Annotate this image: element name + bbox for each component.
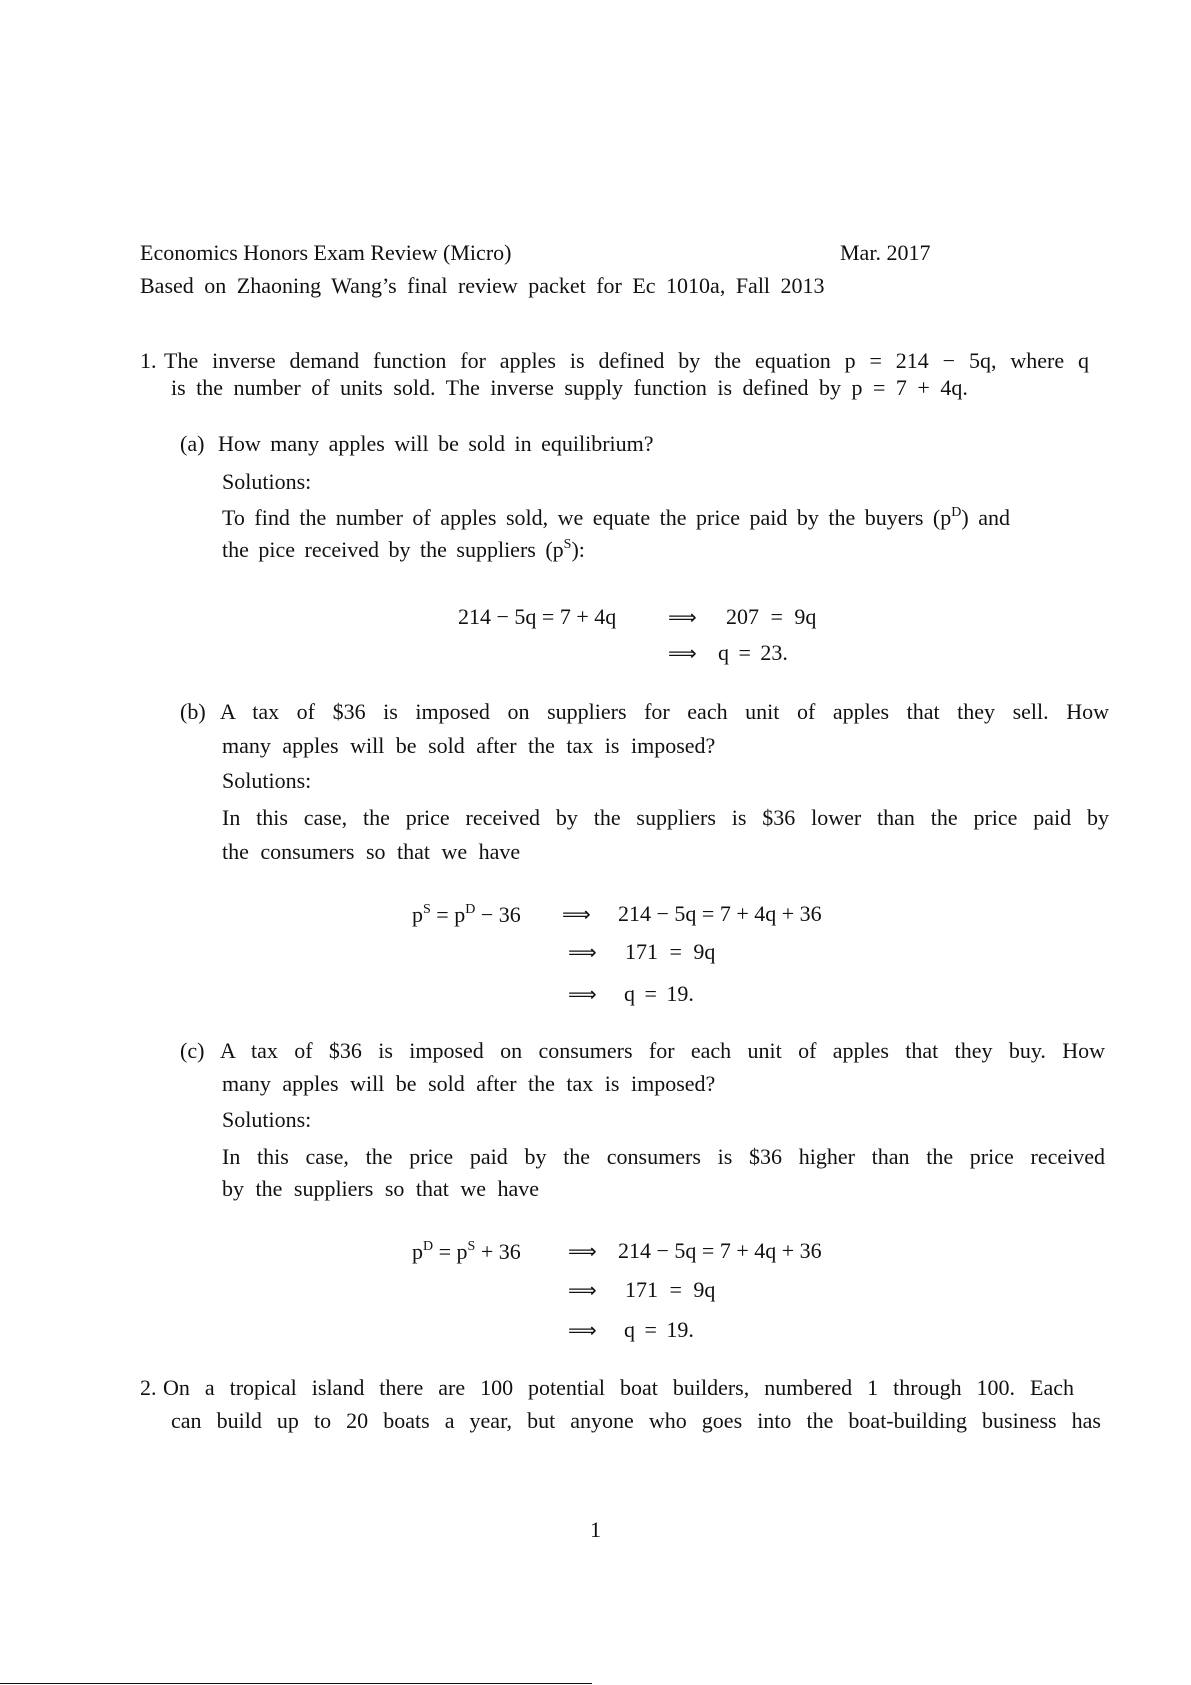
part-c-line-1: A tax of $36 is imposed on consumers for each unit of apples that they buy. How — [220, 1038, 1105, 1063]
part-b-line-2: many apples will be sold after the tax is imposed? — [222, 733, 716, 758]
part-a-question: How many apples will be sold in equilibrium? — [218, 431, 654, 456]
document-subtitle: Based on Zhaoning Wang’s final review packet for Ec 1010a, Fall 2013 — [140, 273, 825, 298]
implies-arrow: ⟹ — [568, 940, 597, 964]
question-2-line-2: can build up to 20 boats a year, but anyone who goes into the boat-building business has — [171, 1408, 1101, 1433]
question-2-number: 2. — [140, 1375, 157, 1400]
question-1-line-1: The inverse demand function for apples is defined by the equation p = 214 − 5q, where q — [164, 348, 1089, 373]
part-b-label: (b) — [180, 699, 206, 724]
part-a-equation-lhs: 214 − 5q = 7 + 4q — [458, 604, 617, 629]
implies-arrow: ⟹ — [562, 902, 591, 926]
implies-arrow: ⟹ — [568, 1278, 597, 1302]
part-c-solution-text-2: by the suppliers so that we have — [222, 1176, 540, 1201]
part-b-line-1: A tax of $36 is imposed on suppliers for each unit of apples that they sell. How — [220, 699, 1109, 724]
part-c-equation-step-1: 214 − 5q = 7 + 4q + 36 — [618, 1238, 822, 1263]
document-title: Economics Honors Exam Review (Micro) — [140, 240, 512, 265]
part-a-solutions-label: Solutions: — [222, 469, 312, 494]
part-b-solution-text-2: the consumers so that we have — [222, 839, 521, 864]
implies-arrow: ⟹ — [568, 1239, 597, 1263]
part-b-equation-step-2: 171 = 9q — [625, 939, 716, 964]
question-1-line-2: is the number of units sold. The inverse supply function is defined by p = 7 + 4q. — [171, 375, 968, 400]
part-c-label: (c) — [180, 1038, 205, 1063]
part-b-solutions-label: Solutions: — [222, 768, 312, 793]
part-c-equation-step-2: 171 = 9q — [625, 1277, 716, 1302]
part-c-equation-lhs: $p^D = p^S + 36$ — [412, 1239, 521, 1264]
part-b-equation-result: q = 19. — [624, 981, 694, 1006]
page-number: 1 — [590, 1517, 601, 1542]
part-a-solution-text-2: the pice received by the suppliers $(p^S)$: — [222, 537, 585, 562]
part-c-solutions-label: Solutions: — [222, 1107, 312, 1132]
part-a-equation-step-1: 207 = 9q — [726, 604, 817, 629]
implies-arrow: ⟹ — [568, 982, 597, 1006]
question-2-line-1: On a tropical island there are 100 potential boat builders, numbered 1 through 100. Each — [163, 1375, 1074, 1400]
part-c-solution-text-1: In this case, the price paid by the consumers is $36 higher than the price received — [222, 1144, 1105, 1169]
part-b-equation-step-1: 214 − 5q = 7 + 4q + 36 — [618, 901, 822, 926]
document-date: Mar. 2017 — [840, 240, 931, 265]
part-a-solution-text-1: To find the number of apples sold, we equate the price paid by the buyers $(p^D)$ and — [222, 505, 1010, 530]
part-c-line-2: many apples will be sold after the tax is imposed? — [222, 1071, 716, 1096]
part-b-equation-lhs: $p^S = p^D - 36$ — [412, 902, 521, 927]
implies-arrow: ⟹ — [568, 1318, 597, 1342]
implies-arrow: ⟹ — [668, 605, 697, 629]
part-c-equation-result: q = 19. — [624, 1317, 694, 1342]
question-1-number: 1. — [140, 348, 157, 373]
part-a-equation-result: q = 23. — [718, 640, 788, 665]
footnote-rule — [0, 1683, 592, 1684]
implies-arrow: ⟹ — [668, 641, 697, 665]
part-a-label: (a) — [180, 431, 205, 456]
part-b-solution-text-1: In this case, the price received by the suppliers is $36 lower than the price paid by — [222, 805, 1109, 830]
